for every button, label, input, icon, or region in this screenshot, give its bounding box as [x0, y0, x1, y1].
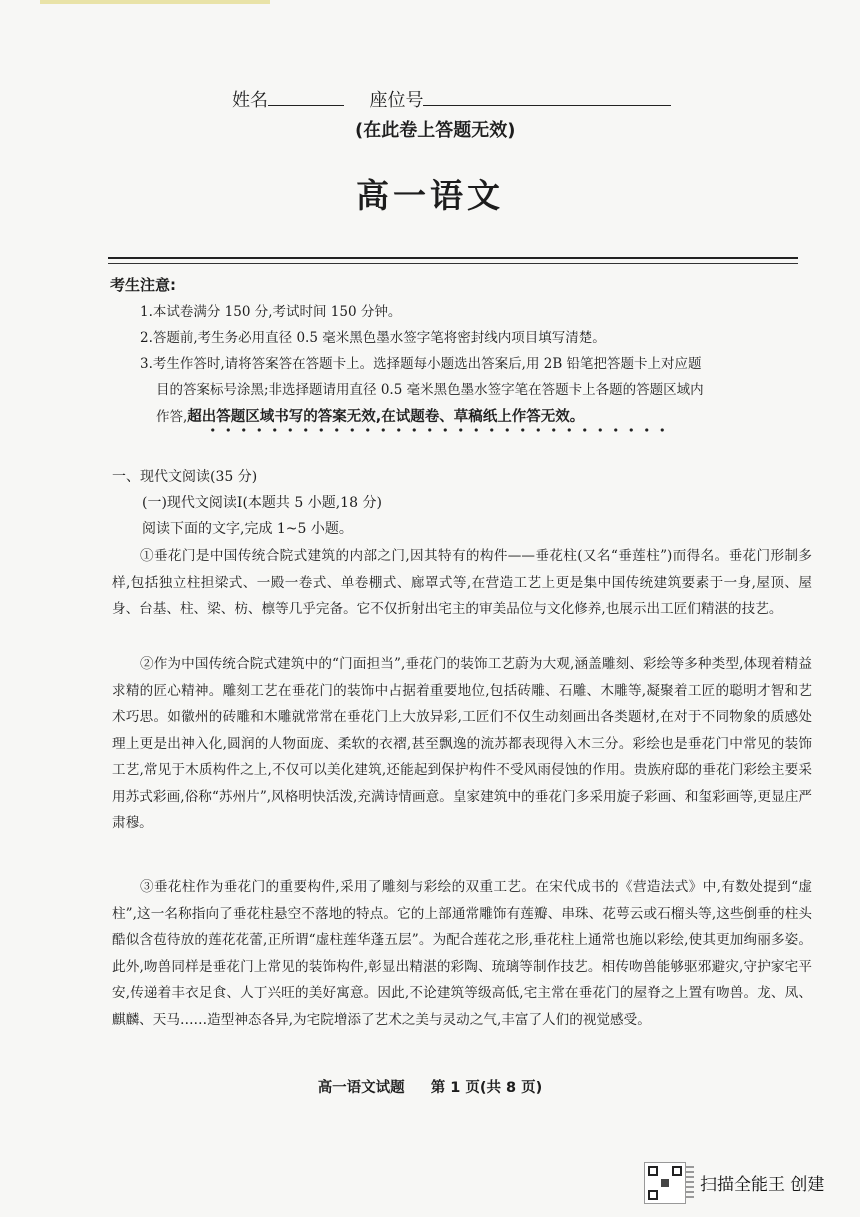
reading-instruction: 阅读下面的文字,完成 1~5 小题。 [142, 521, 353, 537]
title-rule-thick [108, 257, 798, 259]
emphasis-dots [205, 427, 665, 433]
page-footer [0, 1076, 860, 1097]
notice-item-3-prefix: 作答, [156, 409, 188, 425]
notice-item-3: 3.考生作答时,请将答案答在答题卡上。选择题每小题选出答案后,用 2B 铅笔把答题卡上对应题 [140, 356, 702, 372]
paragraph-3: ③垂花柱作为垂花门的重要构件,采用了雕刻与彩绘的双重工艺。在宋代成书的《营造法式》中,有数处提到“虚柱”,这一名称指向了垂花柱悬空不落地的特点。它的上部通常雕饰有莲瓣、串珠、花萼云或石榴头等,这些倒垂的柱头酷似含苞待放的莲花花蕾,正所谓“虚柱莲华蓬五层”。为配合莲花之形,垂花柱上通常也施以彩绘,使其更加绚丽多姿。此外,吻兽同样是垂花门上常见的装饰构件,彰显出精湛的彩陶、琉璃等制作技艺。相传吻兽能够驱邪避灾,守护家宅平安,传递着丰衣足食、人丁兴旺的美好寓意。因此,不论建筑等级高低,宅主常在垂花门的屋脊之上置有吻兽。龙、凤、麒麟、天马……造型神态各异,为宅院增添了艺术之美与灵动之气,丰富了人们的视觉感受。 [112, 879, 812, 1028]
scanner-watermark: 扫描全能王 创建 [700, 1175, 825, 1195]
paragraph-1: ①垂花门是中国传统合院式建筑的内部之门,因其特有的构件——垂花柱(又名“垂莲柱”)而得名。垂花门形制多样,包括独立柱担梁式、一殿一卷式、单卷棚式、廊罩式等,在营造工艺上更是集中国传统建筑要素于一身,屋顶、屋身、台基、柱、梁、枋、檩等几乎完备。它不仅折射出宅主的审美品位与文化修养,也展示出工匠们精湛的技艺。 [112, 548, 812, 617]
seat-label: 座位号 [369, 90, 424, 111]
notice-item-3-line-3 [156, 407, 584, 427]
section-heading: 一、现代文阅读(35 分) [112, 469, 258, 485]
footer-label: 高一语文试题 [317, 1080, 405, 1096]
answer-invalid-warning: (在此卷上答题无效) [355, 120, 516, 141]
notice-item-3-line-2: 目的答案标号涂黑;非选择题请用直径 0.5 毫米黑色墨水签字笔在答题卡上各题的答题区域内 [156, 382, 704, 398]
candidate-info-row [232, 86, 671, 112]
scan-edge-mark [40, 0, 270, 4]
scanner-logo-icon [686, 1166, 694, 1200]
paragraph-2: ②作为中国传统合院式建筑中的“门面担当”,垂花门的装饰工艺蔚为大观,涵盖雕刻、彩绘等多种类型,体现着精益求精的匠心精神。雕刻工艺在垂花门的装饰中占据着重要地位,包括砖雕、石雕、木雕等,凝聚着工匠的聪明才智和艺术巧思。如徽州的砖雕和木雕就常常在垂花门上大放异彩,工匠们不仅生动刻画出各类题材,在对于不同物象的质感处理上更是出神入化,圆润的人物面庞、柔软的衣褶,甚至飘逸的流苏都表现得入木三分。彩绘也是垂花门中常见的装饰工艺,常见于木质构件之上,不仅可以美化建筑,还能起到保护构件不受风雨侵蚀的作用。贵族府邸的垂花门彩绘主要采用苏式彩画,俗称“苏州片”,风格明快活泼,充满诗情画意。皇家建筑中的垂花门多采用旋子彩画、和玺彩画等,更显庄严肃穆。 [112, 656, 812, 831]
name-label: 姓名 [232, 90, 268, 111]
notice-emphasis: 超出答题区域书写的答案无效,在试题卷、草稿纸上作答无效。 [187, 409, 585, 425]
notice-item-2: 2.答题前,考生务必用直径 0.5 毫米黑色墨水签字笔将密封线内项目填写清楚。 [140, 330, 606, 346]
title-rule-thin [108, 263, 798, 264]
seat-blank-line[interactable] [423, 87, 671, 106]
footer-page-number: 第 1 页(共 8 页) [430, 1080, 543, 1096]
page-title: 高一语文 [356, 176, 504, 215]
notice-item-1: 1.本试卷满分 150 分,考试时间 150 分钟。 [140, 304, 402, 320]
notice-heading: 考生注意: [110, 276, 176, 294]
section-subheading: (一)现代文阅读Ⅰ(本题共 5 小题,18 分) [142, 495, 382, 511]
name-blank-line[interactable] [268, 87, 344, 106]
qr-code-icon [644, 1162, 686, 1204]
